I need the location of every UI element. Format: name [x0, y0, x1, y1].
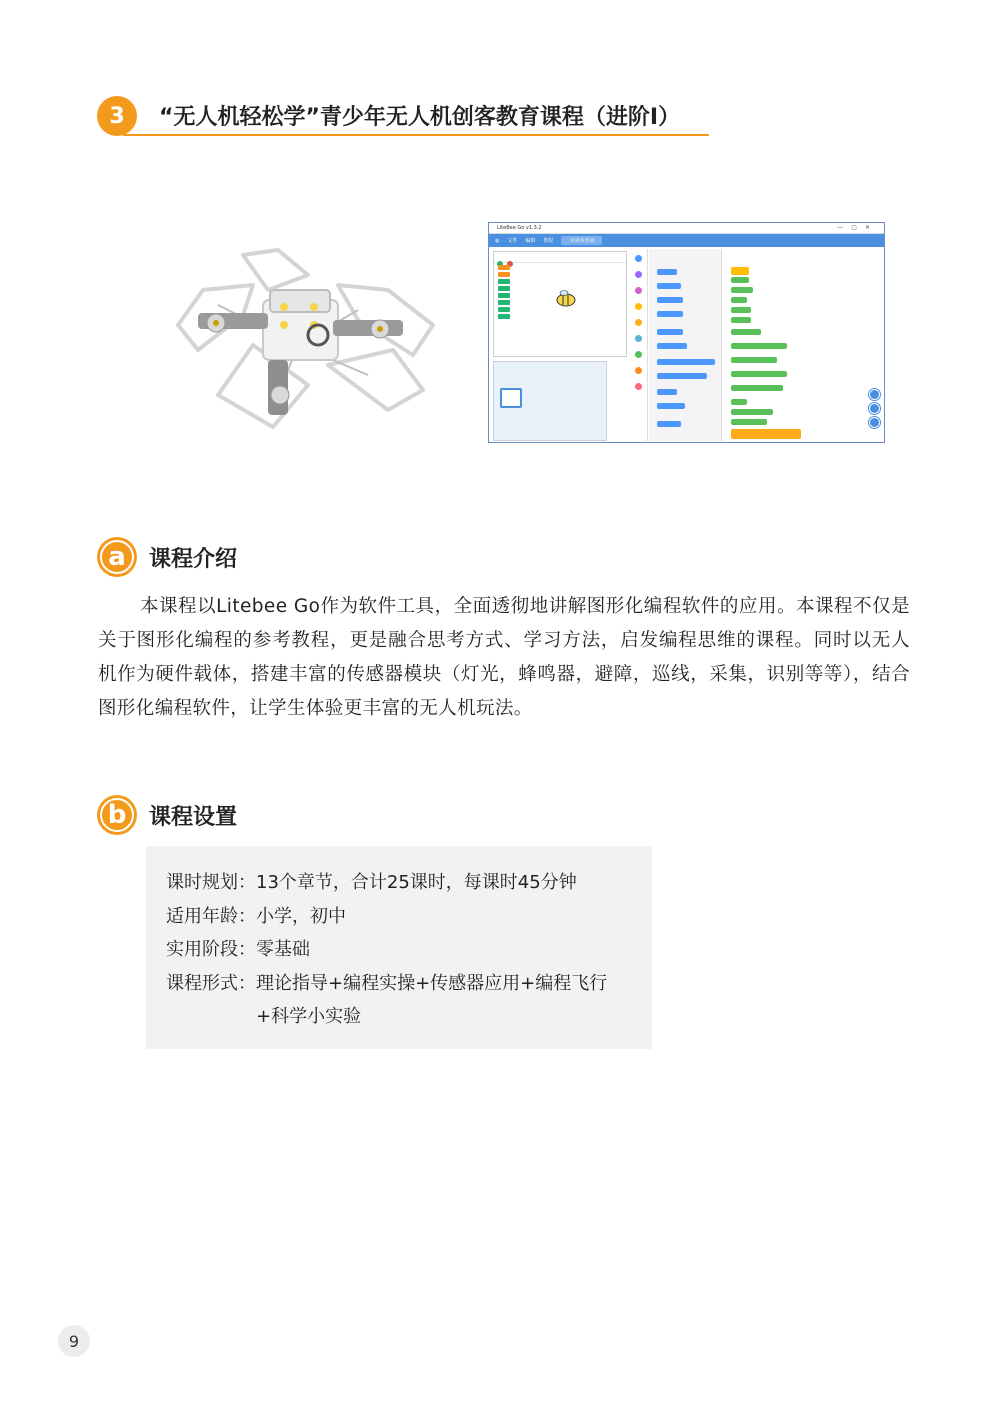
- project-name-field: 未命名作品: [561, 236, 602, 245]
- menu-file: 文件: [507, 238, 518, 244]
- settings-label: 实用阶段：: [166, 939, 256, 960]
- zoom-in-icon: [869, 389, 880, 400]
- zoom-reset-icon: [869, 417, 880, 428]
- settings-row-schedule: [166, 866, 636, 900]
- header-underline: [123, 134, 709, 136]
- settings-row-age: [166, 900, 636, 934]
- programming-software-screenshot: [488, 222, 885, 443]
- software-menu-bar: [489, 234, 884, 247]
- stage-panel: [493, 251, 627, 357]
- menu-tutorial: 教程: [543, 238, 554, 244]
- sprite-thumbnail: [500, 388, 522, 408]
- menu-edit: 编辑: [525, 238, 536, 244]
- bee-sprite-icon: [554, 290, 578, 308]
- settings-row-stage: [166, 933, 636, 967]
- section-settings-title: 课程设置: [149, 805, 238, 830]
- course-settings-box: [146, 846, 652, 1049]
- script-area: [725, 263, 865, 441]
- settings-label: 课时规划：: [166, 872, 256, 893]
- zoom-out-icon: [869, 403, 880, 414]
- section-intro-title: 课程介绍: [149, 547, 238, 572]
- settings-row-format: [166, 967, 636, 1034]
- sprite-panel: [493, 361, 607, 441]
- section-b-badge: b: [97, 795, 137, 835]
- course-intro-paragraph: 本课程以Litebee Go作为软件工具，全面透彻地讲解图形化编程软件的应用。本课程不仅是关于图形化编程的参考教程，更是融合思考方式、学习方法，启发编程思维的课程。同时以无人机作为硬件载体，搭建丰富的传感器模块（灯光，蜂鸣器，避障，巡线，采集，识别等等），结合图形化编程软件，让学生体验更丰富的无人机玩法。: [98, 596, 910, 719]
- software-window-titlebar: [489, 223, 884, 234]
- settings-value: 零基础: [256, 939, 310, 960]
- settings-label: 课程形式：: [166, 972, 256, 994]
- chapter-title: “无人机轻松学”青少年无人机创客教育课程（进阶I）: [159, 105, 681, 130]
- block-palette: [649, 249, 722, 441]
- chapter-header: [97, 96, 709, 136]
- settings-value: 13个章节，合计25课时，每课时45分钟: [256, 872, 577, 893]
- window-controls: —▢✕: [837, 224, 878, 231]
- course-settings-list: [166, 866, 636, 1034]
- globe-icon: ◍: [495, 237, 500, 244]
- chapter-number-badge: 3: [97, 96, 137, 136]
- settings-label: 适用年龄：: [166, 905, 256, 927]
- drone-image: [158, 245, 440, 435]
- stage-controls: [494, 252, 626, 263]
- block-categories: [629, 249, 648, 441]
- settings-value: 小学，初中: [256, 905, 346, 927]
- page-number: 9: [58, 1325, 90, 1357]
- section-a-badge: a: [97, 537, 137, 577]
- settings-value: 理论指导+编程实操+传感器应用+编程飞行+科学小实验: [256, 972, 608, 1027]
- software-window-title: LiteBee Go v1.3.2: [497, 225, 542, 231]
